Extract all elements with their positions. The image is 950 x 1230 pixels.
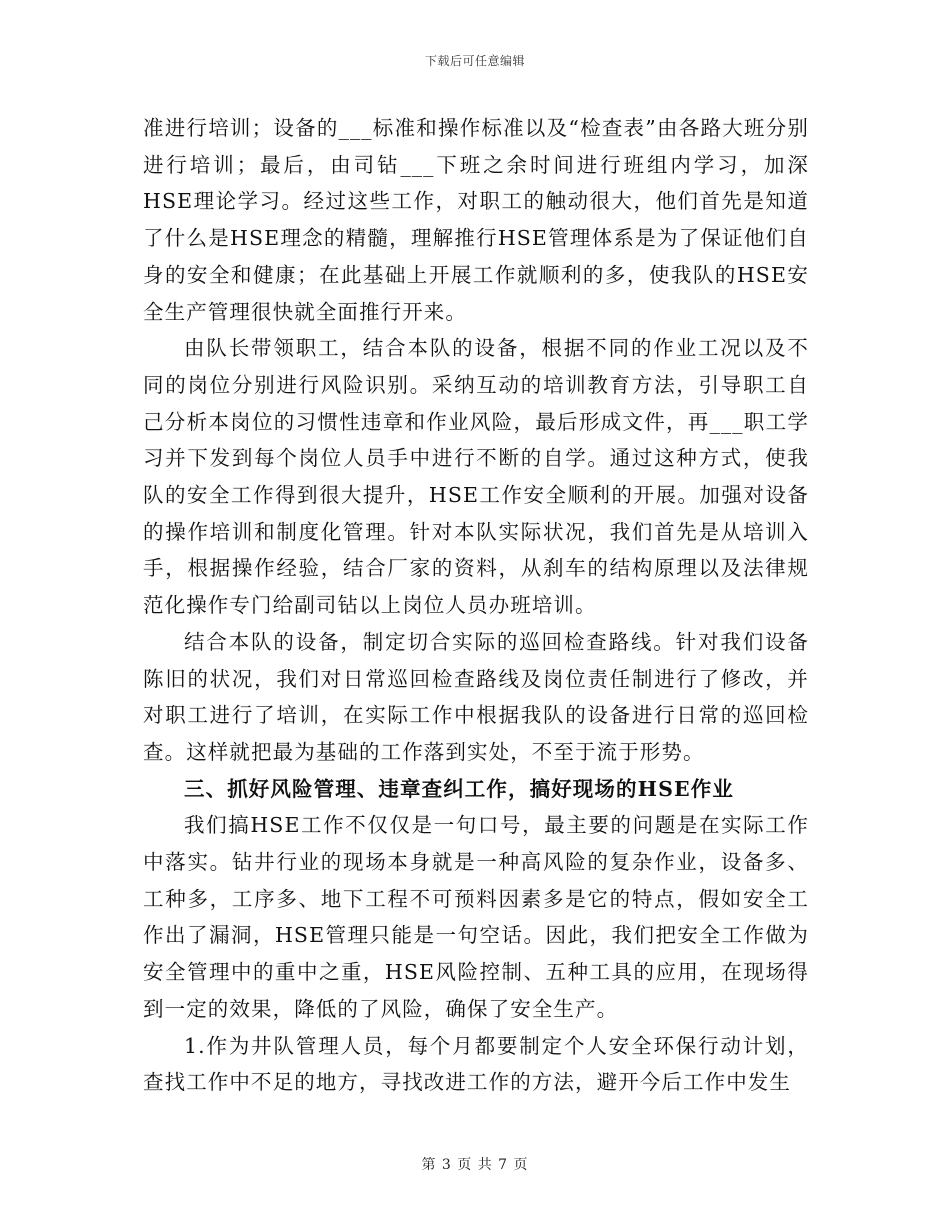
page-header: 下载后可任意编辑: [424, 54, 525, 68]
section-heading: 三、抓好风险管理、违章查纠工作，搞好现场的HSE作业: [184, 776, 734, 801]
paragraph-1: 准进行培训；设备的___标准和操作标准以及“检查表”由各路大班分别进行培训；最后，由司钻___下班之余时间进行班组内学习，加深HSE理论学习。经过这些工作，对职工的触动很大，他们首先是知道了什么是HSE理念的精髓，理解推行HSE管理体系是为了保证他们自身的安全和健康；在此基础上开展工作就顺利的多，使我队的HSE安全生产管理很快就全面推行开来。: [143, 116, 809, 324]
paragraph-4: 我们搞HSE工作不仅仅是一句口号，最主要的问题是在实际工作中落实。钻井行业的现场本身就是一种高风险的复杂作业，设备多、工种多，工序多、地下工程不可预料因素多是它的特点，假如安全工作出了漏洞，HSE管理只能是一句空话。因此，我们把安全工作做为安全管理中的重中之重，HSE风险控制、五种工具的应用，在现场得到一定的效果，降低的了风险，确保了安全生产。: [143, 813, 809, 1021]
paragraph-3: 结合本队的设备，制定切合实际的巡回检查路线。针对我们设备陈旧的状况，我们对日常巡回检查路线及岗位责任制进行了修改，并对职工进行了培训，在实际工作中根据我队的设备进行日常的巡回检查。这样就把最为基础的工作落到实处，不至于流于形势。: [143, 629, 809, 764]
page-footer: 第 3 页 共 7 页: [421, 1157, 529, 1173]
paragraph-5: 1.作为井队管理人员，每个月都要制定个人安全环保行动计划，查找工作中不足的地方，寻找改进工作的方法，避开今后工作中发生: [143, 1033, 809, 1095]
paragraph-2: 由队长带领职工，结合本队的设备，根据不同的作业工况以及不同的岗位分别进行风险识别。采纳互动的培训教育方法，引导职工自己分析本岗位的习惯性违章和作业风险，最后形成文件，再___职工学习并下发到每个岗位人员手中进行不断的自学。通过这种方式，使我队的安全工作得到很大提升，HSE工作安全顺利的开展。加强对设备的操作培训和制度化管理。针对本队实际状况，我们首先是从培训入手，根据操作经验，结合厂家的资料，从刹车的结构原理以及法律规范化操作专门给副司钻以上岗位人员办班培训。: [143, 336, 809, 618]
document-body: [143, 110, 809, 1101]
